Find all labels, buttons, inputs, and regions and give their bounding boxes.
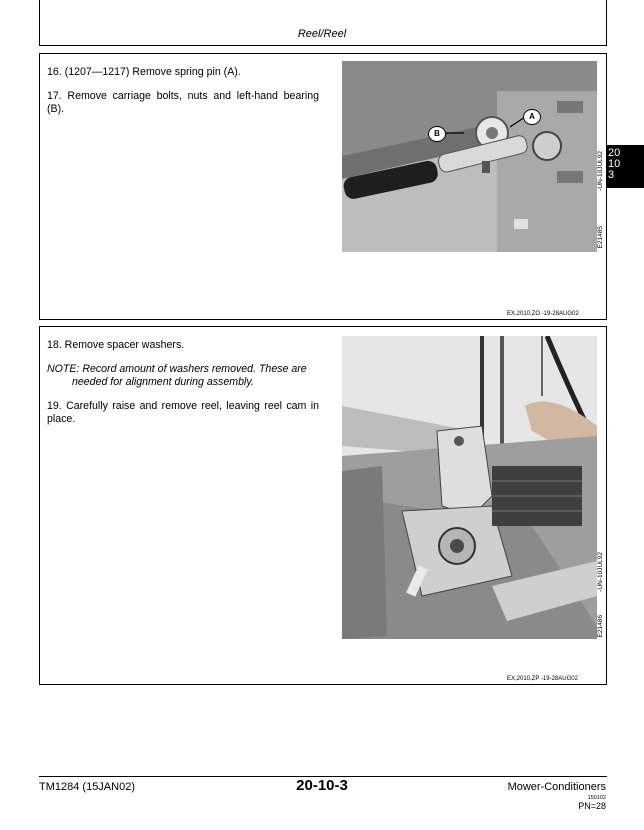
product-name: Mower-Conditioners <box>507 781 606 793</box>
image-id-1: E21485 <box>597 226 604 249</box>
photo-reel-removal <box>342 336 597 639</box>
panel-1-text <box>47 66 319 127</box>
header-rule <box>39 45 607 46</box>
image-date-2: -UN-10JUL92 <box>597 552 604 592</box>
pn-number: PN=28 <box>578 801 606 811</box>
footer-small-code: 150102 <box>587 795 606 801</box>
panel-2-code: EX,2010,ZP -19-28AUG02 <box>507 676 578 682</box>
procedure-panel-2 <box>39 326 607 685</box>
tab-line-3: 3 <box>608 169 615 181</box>
callout-a: A <box>523 109 541 125</box>
image-id-2: E21486 <box>597 615 604 638</box>
callout-b: B <box>428 126 446 142</box>
step-17: 17. Remove carriage bolts, nuts and left-hand bearing (B). <box>47 90 319 115</box>
section-tab <box>606 145 644 188</box>
note <box>47 363 319 389</box>
step-16: 16. (1207—1217) Remove spring pin (A). <box>47 66 241 78</box>
image-date-1: -UN-10JUL92 <box>597 151 604 191</box>
panel-1-code: EX,2010,ZO -19-28AUG02 <box>507 311 579 317</box>
procedure-panel-1 <box>39 53 607 320</box>
step-19: 19. Carefully raise and remove reel, leaving reel cam in place. <box>47 400 319 425</box>
photo-illustration-2 <box>342 336 597 639</box>
tab-line-1: 20 <box>608 147 621 159</box>
manual-id: TM1284 (15JAN02) <box>39 781 135 793</box>
photo-spring-pin-bearing <box>342 61 597 252</box>
photo-illustration <box>342 61 597 252</box>
step-18: 18. Remove spacer washers. <box>47 339 185 351</box>
header-title: Reel/Reel <box>297 28 347 40</box>
tab-line-2: 10 <box>608 158 621 170</box>
note-lead: NOTE: Record amount of washers removed. These are <box>47 363 307 375</box>
panel-2-text <box>47 339 319 437</box>
page-number: 20-10-3 <box>296 777 348 794</box>
note-continuation: needed for alignment during assembly. <box>72 376 254 388</box>
